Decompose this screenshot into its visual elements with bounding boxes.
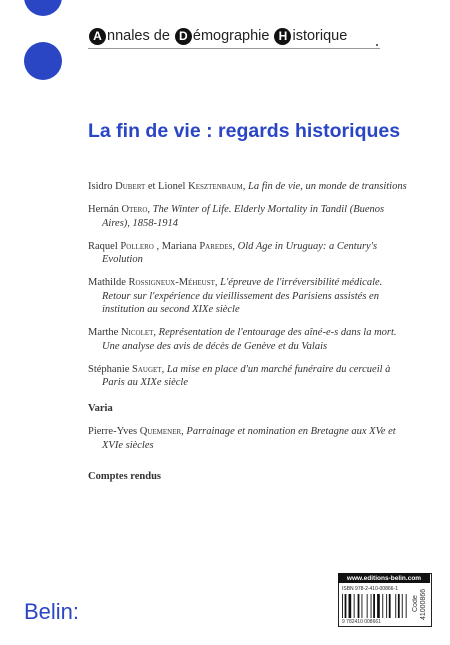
barcode-bar: [362, 594, 363, 618]
author-given: Stéphanie: [88, 363, 130, 375]
article-title: Représentation de l'entourage des aîné-e-s dans la mort. Une analyse des avis de décès de Genève et du Valais: [102, 327, 397, 352]
barcode-bar: [371, 594, 372, 618]
author-given: , Mariana: [156, 240, 197, 252]
article-title: L'épreuve de l'irréversibilité médicale. Retour sur l'expérience du vieillissement des Parisiens assistés en institution au second XIXe siècle: [102, 277, 383, 315]
author-surname: Kesztenbaum: [188, 181, 243, 192]
toc-entry: Marthe Nicolet, Représentation de l'entourage des aîné-e-s dans la mort. Une analyse des avis de décès de Genève et du Valais: [88, 327, 397, 352]
toc-entry: Hernán Otero, The Winter of Life. Elderly Mortality in Tandil (Buenos Aires), 1858-1914: [88, 204, 385, 229]
author-given: Mathilde: [88, 277, 126, 288]
author-surname: Quemener: [139, 426, 182, 437]
header-initial-h: H: [274, 28, 291, 45]
barcode-bar: [358, 594, 360, 618]
toc-entry: Pierre-Yves Quemener, Parrainage et nomination en Bretagne aux XVe et XVIe siècles: [88, 426, 396, 451]
author-surname: Paredes: [199, 240, 233, 252]
publisher-website: www.editions-belin.com: [338, 573, 430, 583]
author-surname: Rossigneux-Méheust: [128, 277, 215, 288]
barcode-image: [342, 594, 408, 618]
author-given: Pierre-Yves: [88, 426, 138, 437]
article-title: Parrainage et nomination en Bretagne aux XVe et XVIe siècles: [102, 426, 396, 451]
issue-title: La fin de vie : regards historiques: [88, 120, 401, 142]
toc-entry: Stéphanie Sauget, La mise en place d'un marché funéraire du cercueil à Paris au XIXe siècle: [88, 363, 391, 388]
decorative-dot-top: [24, 0, 62, 16]
comptes-rendus-heading: Comptes rendus: [88, 471, 162, 482]
barcode-bar: [382, 594, 383, 618]
barcode-bar: [398, 594, 400, 618]
toc-entry: Mathilde Rossigneux-Méheust, L'épreuve de l'irréversibilité médicale. Retour sur l'expérience du vieillissement des Parisiens assistés en institution au second XIXe siècle: [88, 277, 383, 315]
barcode-bar: [386, 594, 387, 618]
article-title: The Winter of Life. Elderly Mortality in Tandil (Buenos Aires), 1858-1914: [102, 204, 385, 229]
author-surname: Sauget: [132, 363, 162, 375]
author-given: Raquel: [88, 240, 118, 252]
barcode-bar: [349, 594, 352, 618]
header-word-2: émographie: [192, 28, 270, 44]
varia-list: [88, 425, 408, 452]
header-word-3: istorique: [292, 28, 348, 44]
article-list: [88, 180, 408, 390]
article-title: La fin de vie, un monde de transitions: [248, 181, 407, 192]
barcode-bar: [342, 594, 343, 618]
barcode-bar: [367, 594, 368, 618]
toc-entry: Isidro Dubert et Lionel Kesztenbaum, La fin de vie, un monde de transitions: [88, 181, 407, 192]
decorative-dot: [24, 42, 62, 80]
barcode-number: 9 782410 008661: [342, 619, 381, 625]
barcode-bar: [354, 594, 355, 618]
author-surname: Pollero: [120, 240, 154, 252]
article-title: Old Age in Uruguay: a Century's Evolution: [102, 240, 378, 265]
varia-heading: Varia: [88, 402, 113, 414]
isbn-text: ISBN 978-2-410-00866-1: [342, 586, 398, 592]
barcode-bar: [389, 594, 391, 618]
author-given: Marthe: [88, 327, 119, 338]
author-surname: Otero: [121, 204, 148, 215]
header-initial-a: A: [89, 28, 106, 45]
header-word-1: nnales de: [107, 28, 170, 44]
author-surname: Nicolet: [120, 327, 154, 338]
author-surname: Dubert: [115, 181, 146, 192]
author-given: Isidro: [88, 181, 113, 192]
barcode-bar: [402, 594, 403, 618]
header-initial-d: D: [175, 28, 192, 45]
barcode-bar: [373, 594, 375, 618]
author-given: et Lionel: [147, 181, 186, 192]
code-label: Code: [412, 595, 419, 613]
header-rule-end: [376, 44, 378, 46]
article-title: La mise en place d'un marché funéraire du cercueil à Paris au XIXe siècle: [102, 363, 391, 388]
table-of-contents: [88, 180, 408, 494]
publisher-logo: Belin:: [24, 599, 80, 624]
barcode-bar: [345, 594, 347, 618]
code-value: 41000866: [420, 588, 427, 620]
author-given: Hernán: [88, 204, 119, 215]
header-rule: [88, 48, 380, 49]
barcode-bar: [377, 594, 380, 618]
journal-name: [88, 26, 410, 46]
barcode-bar: [406, 594, 407, 618]
barcode-bar: [395, 594, 396, 618]
toc-entry: Raquel Pollero , Mariana Paredes, Old Age in Uruguay: a Century's Evolution: [88, 240, 378, 265]
product-code: [412, 585, 428, 623]
